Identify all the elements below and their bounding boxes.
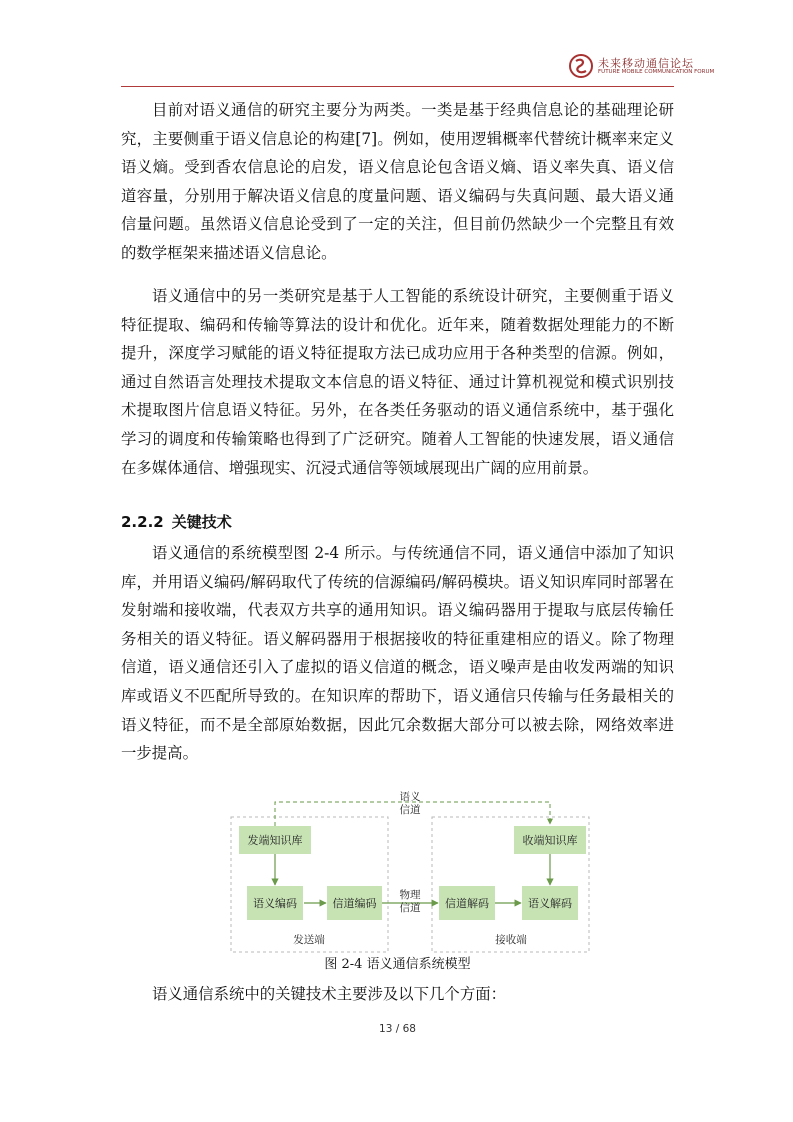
semantic-channel-label <box>398 791 422 817</box>
paragraph-4: 语义通信系统中的关键技术主要涉及以下几个方面： <box>152 985 506 1003</box>
page-number: 13 / 68 <box>379 1023 416 1035</box>
paragraph-1: 目前对语义通信的研究主要分为两类。一类是基于经典信息论的基础理论研究，主要侧重于语义信息论的构建[7]。例如，使用逻辑概率代替统计概率来定义语义熵。受到香农信息论的启发，语义信息论包含语义熵、语义率失真、语义信道容量，分别用于解决语义信息的度量问题、语义编码与失真问题、最大语义通信量问题。虽然语义信息论受到了一定的关注，但目前仍然缺少一个完整且有效的数学框架来描述语义信息论。 <box>121 101 674 262</box>
section-number: 2.2.2 <box>121 513 164 531</box>
section-title: 关键技术 <box>171 513 232 531</box>
section-heading <box>121 508 240 536</box>
semantic-channel-label-2: 信道 <box>399 804 421 816</box>
physical-channel-label <box>395 889 425 915</box>
semantic-communication-diagram <box>225 788 595 956</box>
forum-logo-icon <box>568 53 594 79</box>
rx-knowledge-base: 收端知识库 <box>514 826 586 854</box>
transmitter-label: 发送端 <box>293 934 325 946</box>
forum-logo <box>568 53 715 83</box>
paragraph-2: 语义通信中的另一类研究是基于人工智能的系统设计研究，主要侧重于语义特征提取、编码和传输等算法的设计和优化。近年来，随着数据处理能力的不断提升，深度学习赋能的语义特征提取方法已成功应用于各种类型的信源。例如，通过自然语言处理技术提取文本信息的语义特征、通过计算机视觉和模式识别技术提取图片信息语义特征。另外，在各类任务驱动的语义通信系统中，基于强化学习的调度和传输策略也得到了广泛研究。随着人工智能的快速发展，语义通信在多媒体通信、增强现实、沉浸式通信等领域展现出广阔的应用前景。 <box>121 287 674 477</box>
figure-caption: 图 2-4 语义通信系统模型 <box>324 957 471 972</box>
physical-channel-label-1: 物理 <box>399 889 421 901</box>
logo-cn-text: 未来移动通信论坛 <box>598 57 694 70</box>
channel-decoder: 信道解码 <box>439 886 495 920</box>
semantic-decoder: 语义解码 <box>522 886 578 920</box>
logo-en-text: FUTURE MOBILE COMMUNICATION FORUM <box>598 69 715 75</box>
paragraph-3: 语义通信的系统模型图 2-4 所示。与传统通信不同，语义通信中添加了知识库，并用语义编码/解码取代了传统的信源编码/解码模块。语义知识库同时部署在发射端和接收端，代表双方共享的通用知识。语义编码器用于提取与底层传输任务相关的语义特征。语义解码器用于根据接收的特征重建相应的语义。除了物理信道，语义通信还引入了虚拟的语义信道的概念，语义噪声是由收发两端的知识库或语义不匹配所导致的。在知识库的帮助下，语义通信只传输与任务最相关的语义特征，而不是全部原始数据，因此冗余数据大部分可以被去除，网络效率进一步提高。 <box>121 544 674 763</box>
physical-channel-label-2: 信道 <box>399 902 421 914</box>
channel-encoder: 信道编码 <box>327 886 382 920</box>
semantic-channel-label-1: 语义 <box>399 791 421 803</box>
tx-knowledge-base: 发端知识库 <box>239 826 311 854</box>
semantic-encoder: 语义编码 <box>247 886 303 920</box>
header-rule <box>121 86 674 87</box>
receiver-label: 接收端 <box>495 934 527 946</box>
